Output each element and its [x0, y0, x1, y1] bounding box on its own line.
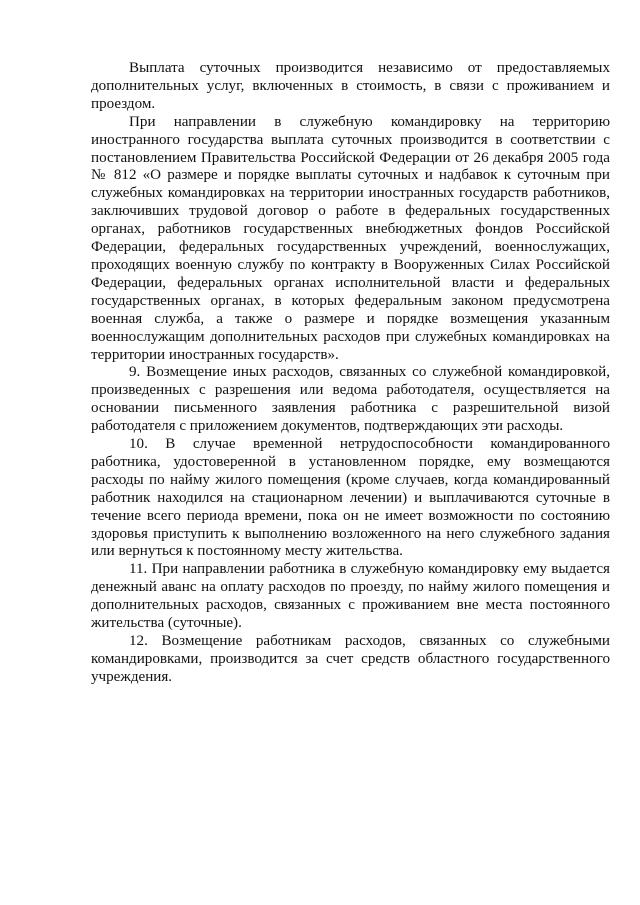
paragraph-item-12: 12. Возмещение работникам расходов, связанных со служебными командировками, производится за счет средств областного государственного учреждения. — [91, 633, 610, 685]
paragraph-daily-allowance: Выплата суточных производится независимо от предоставляемых дополнительных услуг, включенных в стоимость, в связи с проживанием и проездом. — [91, 60, 610, 112]
paragraph-item-10: 10. В случае временной нетрудоспособности командированного работника, удостоверенной в установленном порядке, ему возмещаются расходы по найму жилого помещения (кроме случаев, когда командированный работник находился на стационарном лечении) и выплачиваются суточные в течение всего периода времени, пока он не имеет возможности по состоянию здоровья приступить к выполнению возложенного на него служебного задания или вернуться к постоянному месту жительства. — [91, 436, 610, 560]
paragraph-foreign-travel: При направлении в служебную командировку на территорию иностранного государства выплата суточных производится в соответствии с постановлением Правительства Российской Федерации от 26 декабря 2005 года № 812 «О размере и порядке выплаты суточных и надбавок к суточным при служебных командировках на территории иностранных государств работников, заключивших трудовой договор о работе в федеральных государственных органах, работников государственных внебюджетных фондов Российской Федерации, федеральных государственных учреждений, военнослужащих, проходящих военную службу по контракту в Вооруженных Силах Российской Федерации, федеральных органах исполнительной власти и федеральных государственных органах, в которых федеральным законом предусмотрена военная служба, а также о размере и порядке возмещения указанным военнослужащим дополнительных расходов при служебных командировках на территории иностранных государств». — [91, 113, 610, 363]
paragraph-item-11: 11. При направлении работника в служебную командировку ему выдается денежный аванс на оплату расходов по проезду, по найму жилого помещения и дополнительных расходов, связанных с проживанием вне места постоянного жительства (суточные). — [91, 561, 610, 632]
paragraph-item-9: 9. Возмещение иных расходов, связанных со служебной командировкой, произведенных с разрешения или ведома работодателя, осуществляется на основании письменного заявления работника с разрешительной визой работодателя с приложением документов, подтверждающих эти расходы. — [91, 364, 610, 435]
document-body — [91, 60, 610, 687]
